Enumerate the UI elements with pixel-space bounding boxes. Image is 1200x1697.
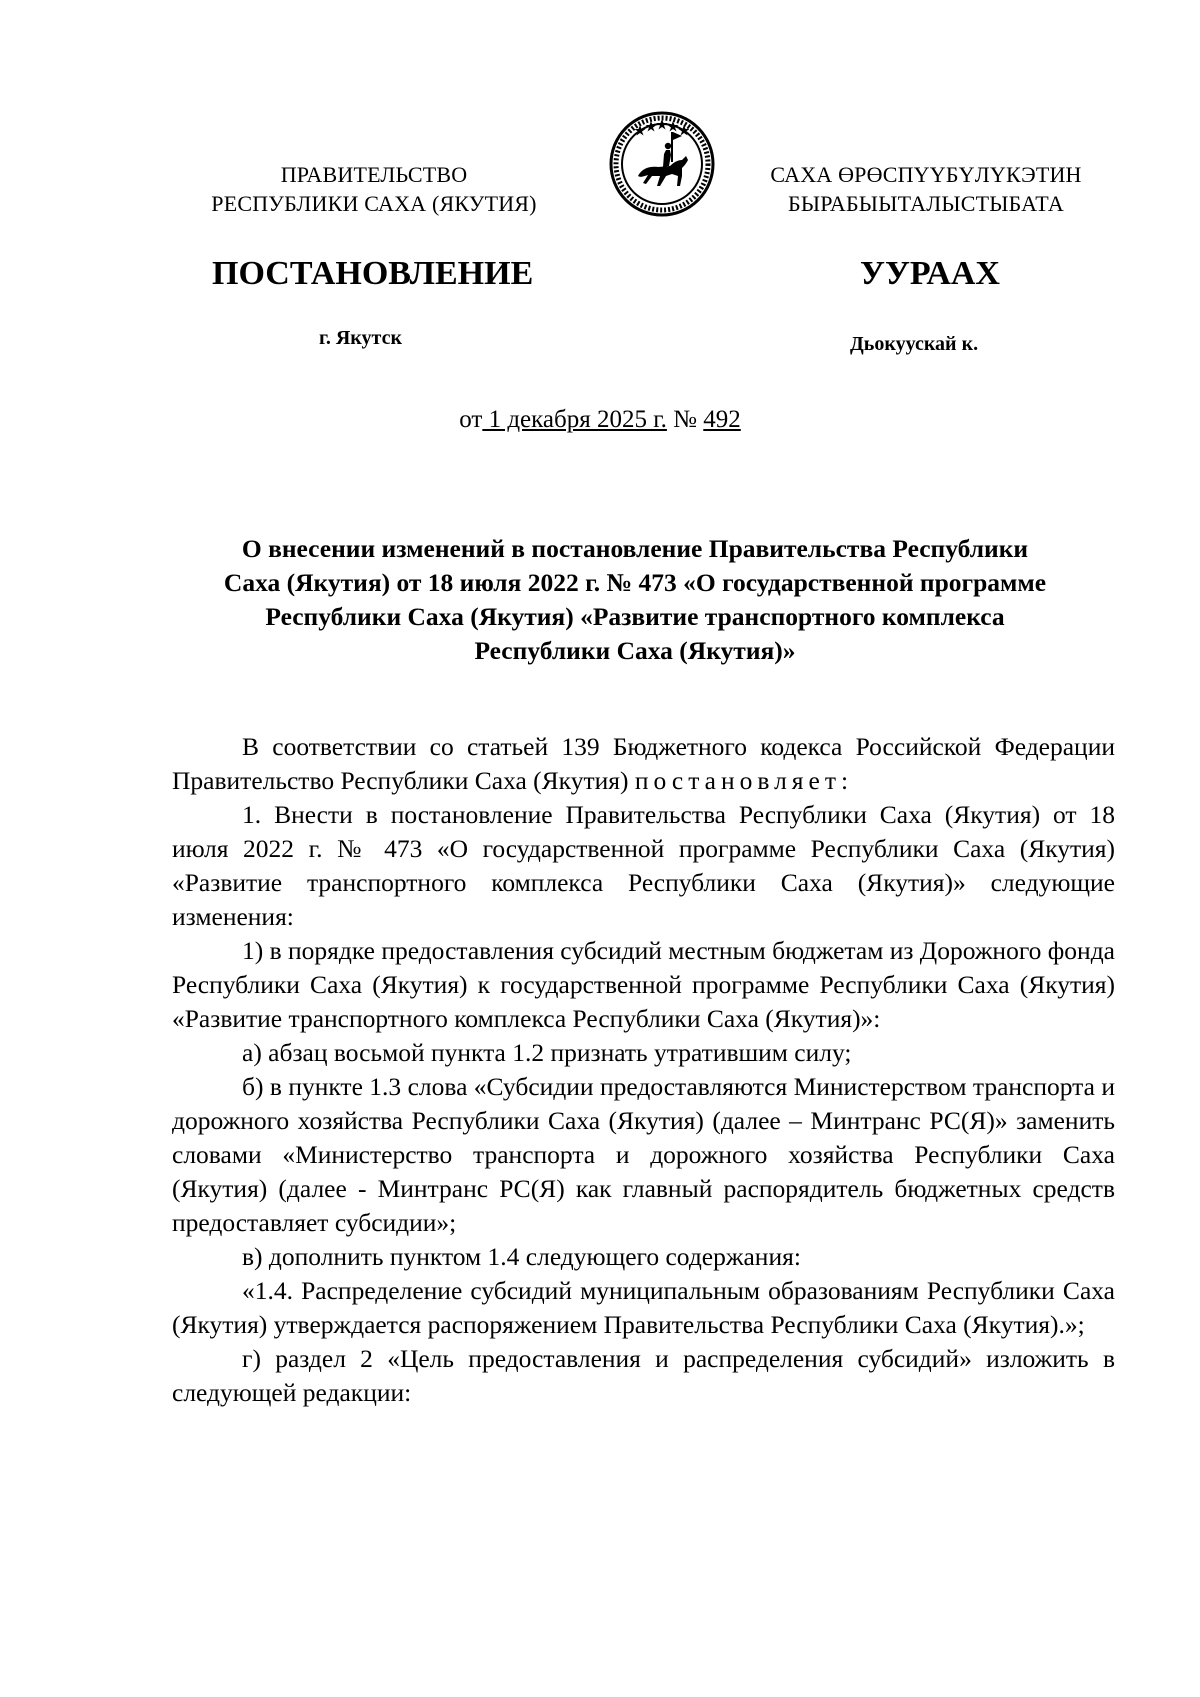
paragraph-1-4: «1.4. Распределение субсидий муниципальным образованиям Республики Саха (Якутия) утверждается распоряжением Правительства Республики Саха (Якутия).»;: [172, 1276, 1115, 1339]
paragraph-g: г) раздел 2 «Цель предоставления и распределения субсидий» изложить в следующей редакции:: [172, 1344, 1115, 1407]
preamble-end: :: [840, 766, 849, 795]
header-right-line1: САХА ӨРӨСПҮҮБҮЛҮКЭТИН: [770, 162, 1082, 187]
preamble-text: В соответствии со статьей 139 Бюджетного кодекса Российской Федерации Правительство Республики Саха (Якутия): [172, 732, 1115, 795]
paragraph-b: б) в пункте 1.3 слова «Субсидии предоставляются Министерством транспорта и дорожного хозяйства Республики Саха (Якутия) (далее – Минтранс РС(Я)» заменить словами «Министерство транспорта и дорожного хозяйства Республики Саха (Якутия) (далее - Минтранс РС(Я) как главный распорядитель бюджетных средств предоставляет субсидии»;: [172, 1072, 1115, 1237]
header-left-line2: РЕСПУБЛИКИ САХА (ЯКУТИЯ): [211, 191, 537, 216]
paragraph-item-1: 1. Внести в постановление Правительства Республики Саха (Якутия) от 18 июля 2022 г. № 473 «О государственной программе Республики Саха (Якутия) «Развитие транспортного комплекса Республики Саха (Якутия)» следующие изменения:: [172, 800, 1115, 931]
date-prefix: от: [459, 406, 483, 433]
header-right-line2: БЫРАБЫЫТАЛЫСТЫБАТА: [788, 191, 1064, 216]
document-body: [172, 730, 1115, 1410]
paragraph-preamble: [172, 730, 1115, 798]
city-ru: г. Якутск: [319, 327, 402, 349]
document-title: [160, 532, 1110, 668]
title-line-4: Республики Саха (Якутия)»: [474, 636, 796, 665]
paragraph-v: в) дополнить пунктом 1.4 следующего содержания:: [242, 1242, 801, 1271]
date-line: [0, 404, 1200, 436]
sakha-emblem-icon: [608, 110, 716, 218]
title-line-2: Саха (Якутия) от 18 июля 2022 г. № 473 «О государственной программе: [223, 568, 1047, 597]
header-left-line1: ПРАВИТЕЛЬСТВО: [280, 162, 468, 187]
paragraph-a: а) абзац восьмой пункта 1.2 признать утратившим силу;: [242, 1038, 852, 1067]
city-sah: Дьокуускай к.: [850, 333, 979, 355]
document-date: 1 декабря 2025 г.: [482, 406, 667, 433]
doc-type-ru: ПОСТАНОВЛЕНИЕ: [212, 255, 534, 292]
title-line-3: Республики Саха (Якутия) «Развитие транспортного комплекса: [265, 602, 1005, 631]
document-number: 492: [703, 406, 741, 433]
preamble-resolves: постановляет: [634, 766, 841, 795]
title-line-1: О внесении изменений в постановление Правительства Республики: [241, 534, 1029, 563]
doc-type-sah: УУРААХ: [860, 255, 1000, 292]
number-sign: №: [666, 406, 704, 433]
paragraph-subitem-1: 1) в порядке предоставления субсидий местным бюджетам из Дорожного фонда Республики Саха (Якутия) к государственной программе Республики Саха (Якутия) «Развитие транспортного комплекса Республики Саха (Якутия)»:: [172, 936, 1115, 1033]
